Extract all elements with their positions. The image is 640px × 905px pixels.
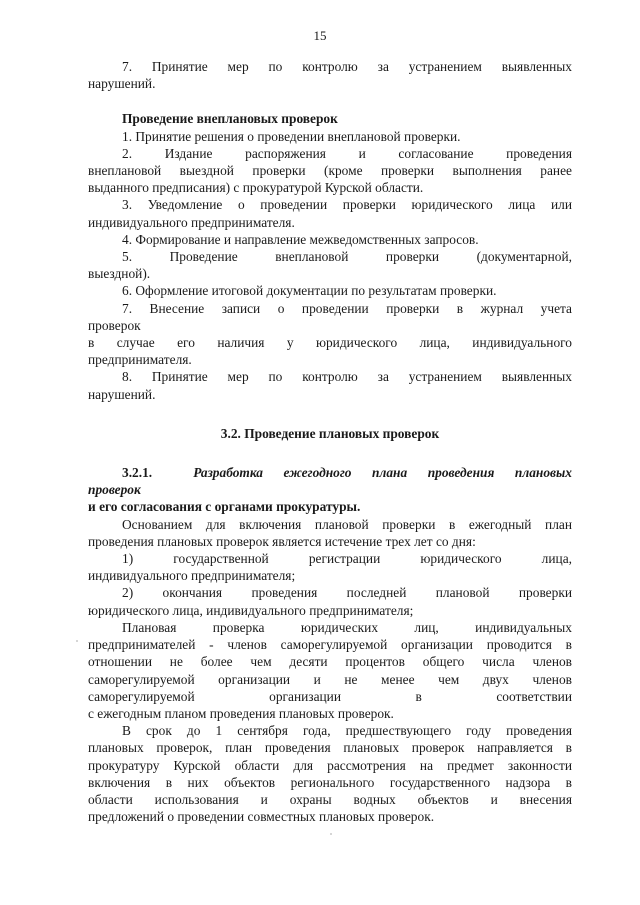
text-line: 7. Принятие мер по контролю за устранением выявленных [122,59,572,74]
list-item [88,282,572,299]
text-line: 4. Формирование и направление межведомственных запросов. [122,231,479,247]
list-item [88,300,572,369]
list-item [88,196,572,230]
document-body [88,58,572,825]
scan-speck [76,640,78,642]
text-line: проверок [88,317,141,333]
text-line: 1. Принятие решения о проведении внеплановой проверки. [122,128,461,144]
paragraph [88,516,572,550]
list-item [88,248,572,282]
text-line: выездной). [88,266,151,282]
text-line: в случае его наличия у юридического лица, индивидуального [88,335,572,351]
text-line: 5. Проведение внеплановой проверки (документарной, [122,249,572,265]
section-heading: Проведение внеплановых проверок [122,111,338,127]
subsection-title-line [88,464,572,481]
text-line: 7. Внесение записи о проведении проверки в журнал учета [122,300,572,316]
list-item [88,231,572,248]
text-line: прокуратуру Курской области для рассмотрения на предмет законности [88,757,572,773]
text-line: выданного предписания) с прокуратурой Курской области. [88,180,424,196]
paragraph [88,550,572,584]
text-line: включения в них объектов регионального государственного надзора в [88,774,572,790]
page-number: 15 [313,28,327,43]
subsection-number: 3.2.1. [122,465,153,481]
paragraph [88,584,572,618]
list-item [88,145,572,197]
text-line: Плановая проверка юридических лиц, индивидуальных [122,619,572,635]
paragraph [88,722,572,825]
subsection-title-line: и его согласования с органами прокуратуры. [88,499,361,515]
text-line: внеплановой выездной проверки (кроме проверки выполнения ранее [88,163,572,179]
text-line: индивидуального предпринимателя; [88,568,296,584]
subsection-title [88,464,572,516]
text-line: 6. Оформление итоговой документации по результатам проверки. [122,283,497,299]
text-line: 2) окончания проведения последней плановой проверки [122,585,572,601]
text-line: нарушений. [88,386,156,402]
text-line: саморегулируемой организации в соответствии [88,688,572,704]
list-item [88,368,572,402]
text-line: нарушений. [88,76,156,92]
text-line: предложений о проведении совместных плановых проверок. [88,809,435,825]
text-line: предпринимателя. [88,352,192,368]
text-line: 1) государственной регистрации юридического лица, [122,551,572,567]
text-line: Основанием для включения плановой проверки в ежегодный план [122,516,572,532]
scan-speck [330,833,332,835]
paragraph [88,619,572,722]
text-line: индивидуального предпринимателя. [88,214,295,230]
text-line: В срок до 1 сентября года, предшествующего году проведения [122,723,572,739]
list-item [88,58,572,92]
text-line: с ежегодным планом проведения плановых проверок. [88,705,394,721]
text-line: 3. Уведомление о проведении проверки юридического лица или [122,197,572,213]
text-line: саморегулируемой организации и не менее чем двух членов [88,671,572,687]
text-line: 8. Принятие мер по контролю за устранением выявленных [122,369,572,385]
list-item [88,128,572,145]
section-title: 3.2. Проведение плановых проверок [220,425,440,441]
text-line: юридического лица, индивидуального предпринимателя; [88,602,414,618]
text-line: отношении не более чем десяти процентов общего числа членов [88,654,572,670]
subsection-title-line: проверок [88,482,141,498]
text-line: 2. Издание распоряжения и согласование проведения [122,145,572,161]
text-line: предпринимателей - членов саморегулируемой организации проводится в [88,637,572,653]
subsection-title-text: Разработка ежегодного плана проведения плановых [193,465,572,481]
text-line: плановых проверок, план проведения плановых проверок направляется в [88,740,572,756]
text-line: проведения плановых проверок является истечение трех лет со дня: [88,533,476,549]
text-line: области использования и охраны водных объектов и внесения [88,791,572,807]
